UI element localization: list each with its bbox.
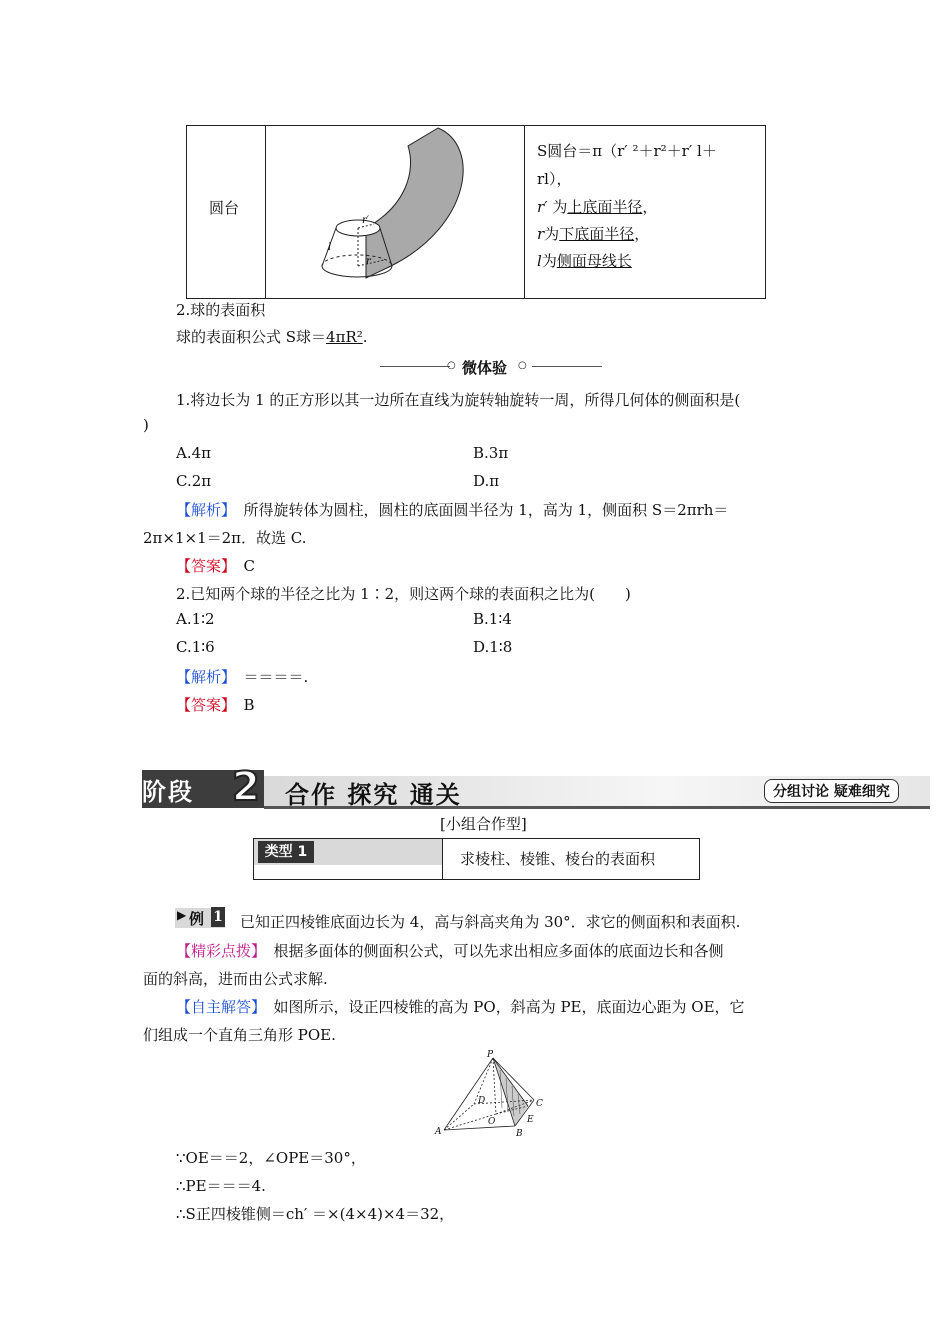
label-P: P bbox=[487, 1050, 494, 1060]
type-box bbox=[253, 838, 700, 880]
example-tip: 【精彩点拨】 根据多面体的侧面积公式，可以先求出相应多面体的底面边长和各侧 bbox=[176, 942, 724, 960]
formula-table bbox=[186, 125, 766, 299]
triangle-icon: ▶ bbox=[177, 908, 187, 922]
solution-line1: ∵OE＝＝2，∠OPE＝30°， bbox=[176, 1149, 366, 1167]
sphere-formula: 球的表面积公式 S球＝4πR². bbox=[176, 328, 368, 346]
q2-option-d: D.1∶8 bbox=[473, 638, 513, 656]
q1-analysis: 【解析】 所得旋转体为圆柱，圆柱的底面圆半径为 1，高为 1，侧面积 S＝2πrh＝ bbox=[176, 501, 729, 519]
q2-option-a: A.1∶2 bbox=[176, 610, 215, 628]
example-label: 例 bbox=[189, 910, 205, 928]
mini-title: 微体验 bbox=[462, 359, 508, 377]
table-cell-name bbox=[187, 126, 266, 298]
frustum-formula-line2: rl）， bbox=[537, 170, 572, 188]
banner-stage: 阶段 bbox=[142, 777, 194, 806]
banner-title: 合作 探究 通关 bbox=[285, 780, 462, 809]
banner-tag: 分组讨论 疑难细究 bbox=[764, 779, 899, 803]
frustum-unfold-figure bbox=[266, 126, 524, 298]
label-slant: l bbox=[328, 242, 332, 253]
type-label-bar bbox=[254, 839, 442, 865]
banner-number: 2 bbox=[232, 764, 260, 810]
label-D: D bbox=[478, 1096, 486, 1106]
q2-analysis: 【解析】 ＝＝＝＝. bbox=[176, 668, 309, 686]
label-E: E bbox=[527, 1115, 534, 1125]
group-label: [小组合作型] bbox=[440, 815, 527, 833]
pyramid-figure bbox=[430, 1048, 550, 1140]
q2-text: 2.已知两个球的半径之比为 1∶2，则这两个球的表面积之比为( ) bbox=[176, 585, 631, 603]
example-number: 1 bbox=[211, 907, 225, 927]
label-B: B bbox=[516, 1129, 523, 1139]
solid-name: 圆台 bbox=[209, 199, 240, 217]
label-bottom-radius: r bbox=[366, 256, 371, 267]
solution-line3: ∴S正四棱锥侧＝ch′ ＝×(4×4)×4＝32， bbox=[176, 1205, 455, 1223]
label-top-radius: r′ bbox=[362, 215, 370, 226]
q1-option-a: A.4π bbox=[176, 444, 212, 462]
q1-option-d: D.π bbox=[473, 472, 500, 490]
circle-icon: ○ bbox=[518, 360, 527, 371]
lateral-surface-unfolded bbox=[366, 128, 463, 278]
example-solve: 【自主解答】 如图所示，设正四棱锥的高为 PO，斜高为 PE，底面边心距为 OE，它 bbox=[176, 998, 745, 1016]
q1-analysis-cont: 2π×1×1＝2π．故选 C. bbox=[143, 529, 307, 547]
divider-left bbox=[380, 366, 450, 367]
q1-text: 1.将边长为 1 的正方形以其一边所在直线为旋转轴旋转一周，所得几何体的侧面积是( bbox=[176, 391, 741, 409]
note-bottom-radius: r为下底面半径， bbox=[537, 225, 650, 243]
q2-option-c: C.1∶6 bbox=[176, 638, 215, 656]
type-title: 求棱柱、棱锥、棱台的表面积 bbox=[460, 850, 656, 868]
q1-option-c: C.2π bbox=[176, 472, 212, 490]
q2-answer: 【答案】 B bbox=[176, 696, 255, 714]
solution-line2: ∴PE＝＝＝4. bbox=[176, 1177, 266, 1195]
note-top-radius: r′ 为上底面半径， bbox=[537, 198, 658, 216]
example-badge bbox=[175, 908, 225, 928]
label-O: O bbox=[488, 1117, 496, 1127]
q1-answer: 【答案】 C bbox=[176, 557, 256, 575]
frustum-formula-line1: S圆台＝π（r′ ²＋r²＋r′ l＋ bbox=[537, 142, 717, 160]
table-cell-figure bbox=[266, 126, 525, 298]
q2-option-b: B.1∶4 bbox=[473, 610, 512, 628]
label-C: C bbox=[536, 1099, 543, 1109]
note-slant: l为侧面母线长 bbox=[537, 252, 632, 270]
example-tip-cont: 面的斜高，进而由公式求解. bbox=[143, 970, 328, 988]
label-A: A bbox=[435, 1127, 442, 1137]
example-text: 已知正四棱锥底面边长为 4，高与斜高夹角为 30°．求它的侧面积和表面积. bbox=[240, 913, 741, 931]
table-cell-formula bbox=[525, 126, 765, 298]
circle-icon: ○ bbox=[447, 360, 456, 371]
example-solve-cont: 们组成一个直角三角形 POE. bbox=[143, 1026, 336, 1044]
q1-option-b: B.3π bbox=[473, 444, 509, 462]
divider-right bbox=[532, 366, 602, 367]
type-label: 类型 1 bbox=[258, 841, 314, 863]
q1-text-cont: ) bbox=[143, 416, 149, 434]
sphere-heading: 2.球的表面积 bbox=[176, 301, 266, 319]
